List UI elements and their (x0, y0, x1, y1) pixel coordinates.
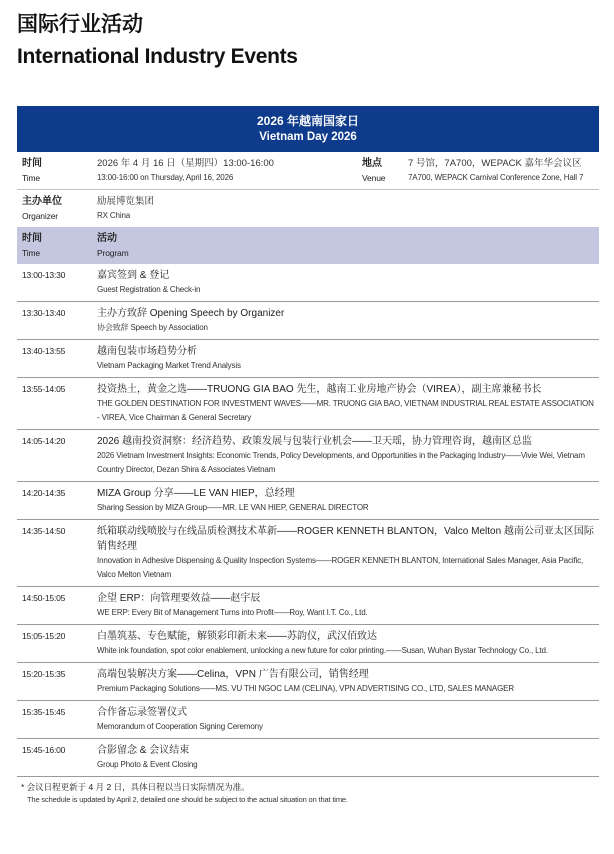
program-header: 活动 (97, 233, 117, 244)
session-title-en: Sharing Session by MIZA Group——MR. LE VAN HIEP, GENERAL DIRECTOR (97, 503, 369, 512)
page-title-en: International Industry Events (17, 45, 298, 68)
organizer-label-en: Organizer (22, 211, 58, 221)
session-title-cn: 白墨筑基、专色赋能，解锁彩印新未来——苏韵仪，武汉佰致达 (97, 631, 377, 642)
organizer-row (17, 190, 599, 227)
session-row (17, 430, 599, 482)
footnote-cn: * 会议日程更新于 4 月 2 日，具体日程以当日实际情况为准。 (21, 782, 250, 792)
session-title-cn: 2026 越南投资洞察：经济趋势、政策发展与包装行业机会——卫天瑶，协力管理咨询，越南区总监 (97, 436, 533, 447)
session-time: 13:30-13:40 (22, 308, 66, 318)
time-label-en: Time (22, 173, 40, 183)
session-title-cn: 合影留念 & 会议结束 (97, 745, 190, 756)
session-title-cn: 越南包装市场趋势分析 (97, 346, 197, 357)
session-title-en: Premium Packaging Solutions——MS. VU THI NGOC LAM (CELINA), VPN ADVERTISING CO., LTD, SALES MANAGER (97, 684, 514, 693)
organizer-value: 励展博览集团 (97, 196, 155, 207)
session-time: 13:55-14:05 (22, 384, 66, 394)
session-time: 14:05-14:20 (22, 436, 66, 446)
session-time: 15:35-15:45 (22, 707, 66, 717)
session-time: 13:00-13:30 (22, 270, 66, 280)
session-time: 14:50-15:05 (22, 593, 66, 603)
session-title-cn: 高端包装解决方案——Celina，VPN 广告有限公司，销售经理 (97, 669, 369, 680)
session-time: 15:45-16:00 (22, 745, 66, 755)
program-time-header: 时间 (22, 233, 42, 244)
session-title-en: Innovation in Adhesive Dispensing & Quality Inspection Systems——ROGER KENNETH BLANTON, International Sales Manager, Asia Pacific, Valco Melton Vietnam (97, 556, 584, 579)
venue-label: 地点 (362, 158, 382, 169)
session-list (17, 264, 599, 777)
session-row (17, 587, 599, 625)
session-title-cn: 嘉宾签到 & 登记 (97, 270, 170, 281)
session-row (17, 482, 599, 520)
event-header (17, 106, 599, 152)
program-header-en: Program (97, 248, 129, 258)
session-title-en: 2026 Vietnam Investment Insights: Economic Trends, Policy Developments, and Opportunities in the Packaging Industry——Vivie Wei, Vietnam Country Director, Dezan Shira & Associates Vietnam (97, 451, 585, 474)
time-value-en: 13:00-16:00 on Thursday, April 16, 2026 (97, 173, 234, 182)
session-title-cn: 投资热土，黄金之选——TRUONG GIA BAO 先生，越南工业房地产协会（VIREA），副主席兼秘书长 (97, 384, 542, 395)
session-time: 13:40-13:55 (22, 346, 66, 356)
session-title-cn: 纸箱联动线喷胶与在线品质检测技术革新——ROGER KENNETH BLANTON，Valco Melton 越南公司亚太区国际销售经理 (97, 526, 594, 552)
session-title-cn: MIZA Group 分享——LE VAN HIEP，总经理 (97, 488, 295, 499)
page-body (17, 106, 599, 806)
session-row (17, 264, 599, 302)
page-title-cn: 国际行业活动 (17, 13, 143, 36)
session-title-cn: 主办方致辞 Opening Speech by Organizer (97, 308, 285, 319)
venue-label-en: Venue (362, 173, 386, 183)
session-row (17, 701, 599, 739)
session-row (17, 378, 599, 430)
session-title-en: White ink foundation, spot color enablement, unlocking a new future for color printing.——Susan, Wuhan Bystar Technology Co., Ltd. (97, 646, 548, 655)
session-title-en: Guest Registration & Check-in (97, 285, 201, 294)
session-row (17, 739, 599, 777)
event-title-cn: 2026 年越南国家日 (256, 114, 360, 128)
event-title-en: Vietnam Day 2026 (259, 131, 357, 143)
footnote (17, 781, 599, 806)
session-title-cn: 合作备忘录签署仪式 (97, 707, 187, 718)
session-title-en: THE GOLDEN DESTINATION FOR INVESTMENT WAVES——MR. TRUONG GIA BAO, VIETNAM INDUSTRIAL REAL ESTATE ASSOCIATION - VIREA, Vice Chairman & General Secretary (97, 399, 594, 422)
event-schedule-table (17, 106, 599, 777)
session-row (17, 340, 599, 378)
session-time: 14:35-14:50 (22, 526, 66, 536)
session-title-cn: 企望 ERP：向管理要效益——赵宇辰 (97, 593, 261, 604)
program-header-row (17, 227, 599, 264)
session-title-en: Group Photo & Event Closing (97, 760, 198, 769)
program-time-header-en: Time (22, 248, 40, 258)
organizer-value-en: RX China (97, 211, 131, 220)
session-row (17, 302, 599, 340)
time-value: 2026 年 4 月 16 日（星期四）13:00-16:00 (97, 158, 274, 169)
session-title-en: Memorandum of Cooperation Signing Ceremony (97, 722, 263, 731)
time-label: 时间 (22, 158, 42, 169)
session-time: 14:20-14:35 (22, 488, 66, 498)
session-time: 15:05-15:20 (22, 631, 66, 641)
session-row (17, 663, 599, 701)
organizer-label: 主办单位 (22, 196, 62, 207)
venue-value: 7 号馆，7A700，WEPACK 嘉年华会议区 (408, 158, 582, 169)
time-venue-row (17, 152, 599, 190)
session-row (17, 625, 599, 663)
venue-value-en: 7A700, WEPACK Carnival Conference Zone, Hall 7 (408, 173, 584, 182)
session-title-en: Vietnam Packaging Market Trend Analysis (97, 361, 241, 370)
session-time: 15:20-15:35 (22, 669, 66, 679)
footnote-en: The schedule is updated by April 2, detailed one should be subject to the actual situation on that time. (27, 795, 348, 804)
session-row (17, 520, 599, 587)
session-title-en: WE ERP: Every Bit of Management Turns into Profit——Roy, Want I.T. Co., Ltd. (97, 608, 368, 617)
session-title-en: 协会致辞 Speech by Association (97, 323, 208, 332)
